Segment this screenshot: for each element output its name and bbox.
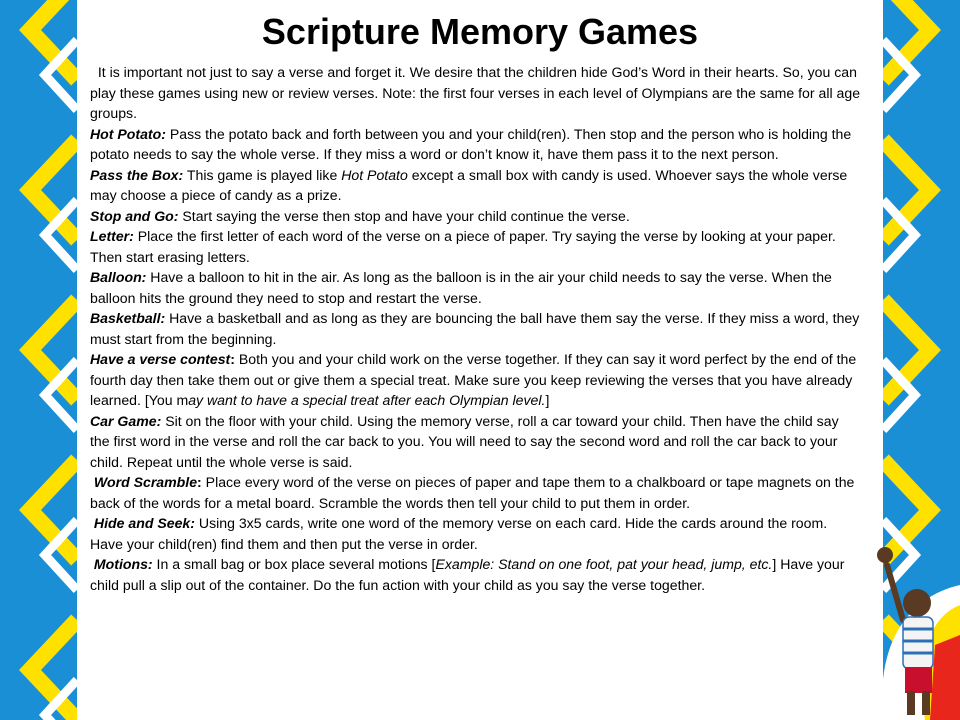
figure-raised-arm xyxy=(887,565,903,620)
game-stop-and-go xyxy=(90,206,862,227)
game-description: Start saying the verse then stop and have your child continue the verse. xyxy=(178,207,630,224)
game-term: Basketball: xyxy=(90,310,166,326)
game-description: Sit on the floor with your child. Using the memory verse, roll a car toward your child. Then have the child say the first word in the verse and roll the car back to you. You will need to say the second word and roll the car back to your child. Repeat until the whole verse is said. xyxy=(90,412,839,470)
game-description: Pass the potato back and forth between you and your child(ren). Then stop and the person who is holding the potato needs to say the whole verse. If they miss a word or don’t know it, have them pass it to the next person. xyxy=(90,125,852,162)
game-description: ] xyxy=(545,392,550,408)
games-text xyxy=(90,62,862,595)
game-note: ay want to have a special treat after each Olympian level. xyxy=(188,392,546,408)
figure-fist xyxy=(877,547,893,563)
game-basketball xyxy=(90,308,862,349)
game-term: Motions: xyxy=(93,556,153,572)
game-term-colon: : xyxy=(230,351,235,367)
intro-text: It is important not just to say a verse and forget it. We desire that the children hide God’s Word in their hearts. So, you can play these games using new or review verses. Note: the first four verses in each level of Olympians are the same for all age groups. xyxy=(90,64,861,121)
game-term: Letter: xyxy=(90,228,134,244)
game-reference: Hot Potato xyxy=(341,166,408,183)
game-word-scramble xyxy=(90,472,862,513)
game-description: except a small box with candy is used. Whoever says the whole verse may choose a piece of candy as a prize. xyxy=(90,166,848,203)
game-pass-the-box xyxy=(90,165,862,206)
game-description: ] Have your child pull a slip out of the container. Do the fun action with your child as you say the verse together. xyxy=(90,556,845,593)
figure-head xyxy=(903,589,931,617)
game-description: In a small bag or box place several motions [ xyxy=(152,556,436,572)
intro-paragraph xyxy=(90,62,862,124)
game-term: Pass the Box: xyxy=(90,166,184,183)
game-description: Place the first letter of each word of the verse on a piece of paper. Try saying the verse by looking at your paper. Then start erasing letters. xyxy=(90,228,836,265)
figure-leg xyxy=(922,691,930,715)
game-term: Have a verse contest xyxy=(90,351,231,367)
game-verse-contest xyxy=(90,349,862,411)
cheering-child-illustration xyxy=(835,525,960,720)
game-car-game xyxy=(90,411,862,473)
game-description: Have a basketball and as long as they are bouncing the ball have them say the verse. If they miss a word, they must start from the beginning. xyxy=(90,310,860,347)
game-description: Have a balloon to hit in the air. As long as the balloon is in the air your child needs to say the verse. When the balloon hits the ground they need to stop and restart the verse. xyxy=(90,269,832,306)
left-border-panel xyxy=(0,0,77,720)
game-term: Balloon: xyxy=(90,269,147,285)
game-motions xyxy=(90,554,862,595)
figure-striped-shirt xyxy=(903,617,933,669)
game-example: Example: Stand on one foot, pat your head, jump, etc. xyxy=(435,556,773,572)
game-term-colon: : xyxy=(197,474,202,490)
game-description: This game is played like xyxy=(183,166,342,183)
game-balloon xyxy=(90,267,862,308)
game-hot-potato xyxy=(90,124,862,165)
game-description: Both you and your child work on the verse together. If they can say it word perfect by the end of the fourth day then take them out or give them a special treat. Make sure you keep reviewing the verses that you have already learned. [You m xyxy=(90,351,857,408)
page-title: Scripture Memory Games xyxy=(261,11,699,52)
game-term: Hot Potato: xyxy=(90,125,166,142)
game-term: Stop and Go: xyxy=(90,207,179,224)
game-term: Hide and Seek: xyxy=(93,515,195,531)
left-chevron-pattern xyxy=(0,0,77,720)
game-hide-and-seek xyxy=(90,513,862,554)
content-page xyxy=(77,0,883,720)
game-term: Car Game: xyxy=(90,412,162,429)
figure-shorts xyxy=(905,667,932,693)
game-term: Word Scramble xyxy=(93,474,198,490)
game-description: Place every word of the verse on pieces of paper and tape them to a chalkboard or tape magnets on the back of the words for a metal board. Scramble the words then tell your child to put them in order. xyxy=(90,474,855,511)
game-description: Using 3x5 cards, write one word of the memory verse on each card. Hide the cards around the room. Have your child(ren) find them and then put the verse in order. xyxy=(90,515,828,552)
figure-leg xyxy=(907,691,915,715)
game-letter xyxy=(90,226,862,267)
